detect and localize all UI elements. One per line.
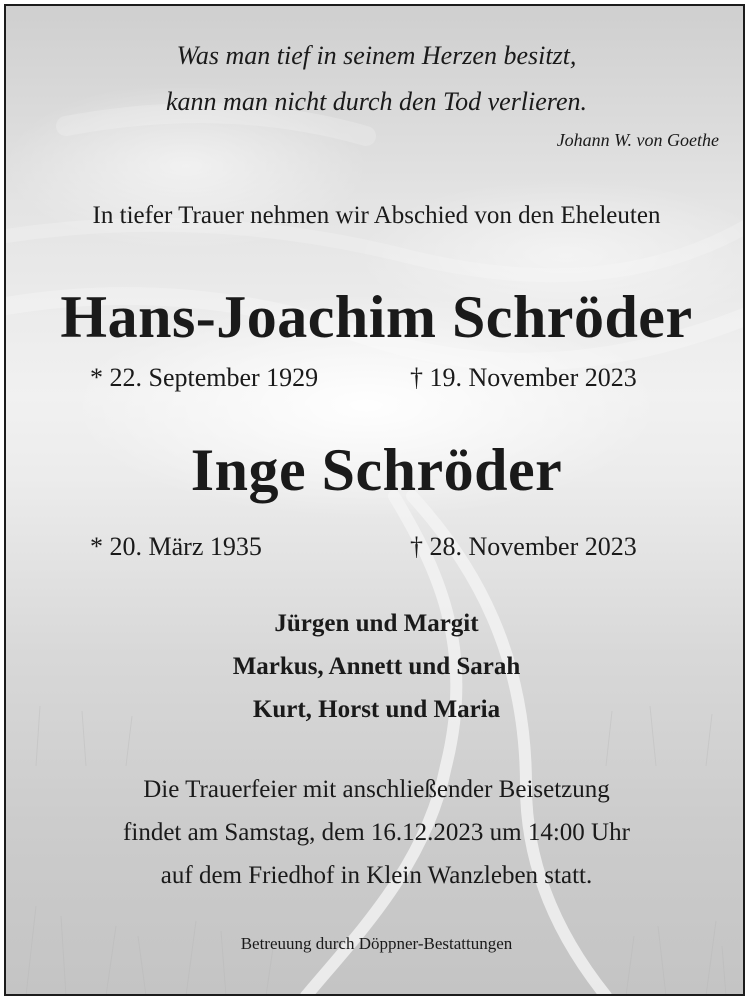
family-member-line: Kurt, Horst und Maria	[252, 696, 501, 723]
ceremony-line-2: findet am Samstag, dem 16.12.2023 um 14:00 Uhr	[123, 819, 630, 846]
quote-line-2: kann man nicht durch den Tod verlieren.	[166, 87, 587, 116]
person2-birth-date: * 20. März 1935	[90, 532, 262, 561]
family-member-line: Jürgen und Margit	[274, 610, 479, 637]
person1-birth-date: * 22. September 1929	[90, 363, 319, 392]
funeral-home-credit: Betreuung durch Döppner-Bestattungen	[240, 934, 513, 953]
family-member-line: Markus, Annett und Sarah	[232, 653, 521, 680]
person1-name: Hans-Joachim Schröder	[60, 284, 693, 350]
person2-name: Inge Schröder	[190, 437, 563, 503]
intro-text: In tiefer Trauer nehmen wir Abschied von den Eheleuten	[92, 202, 661, 229]
ceremony-line-3: auf dem Friedhof in Klein Wanzleben statt.	[160, 862, 593, 889]
ceremony-line-1: Die Trauerfeier mit anschließender Beisetzung	[143, 776, 610, 803]
obituary-card	[4, 4, 745, 996]
person1-death-date: † 19. November 2023	[410, 363, 637, 392]
quote-author: Johann W. von Goethe	[556, 130, 719, 150]
person2-death-date: † 28. November 2023	[410, 532, 637, 561]
quote-line-1: Was man tief in seinem Herzen besitzt,	[176, 41, 577, 70]
